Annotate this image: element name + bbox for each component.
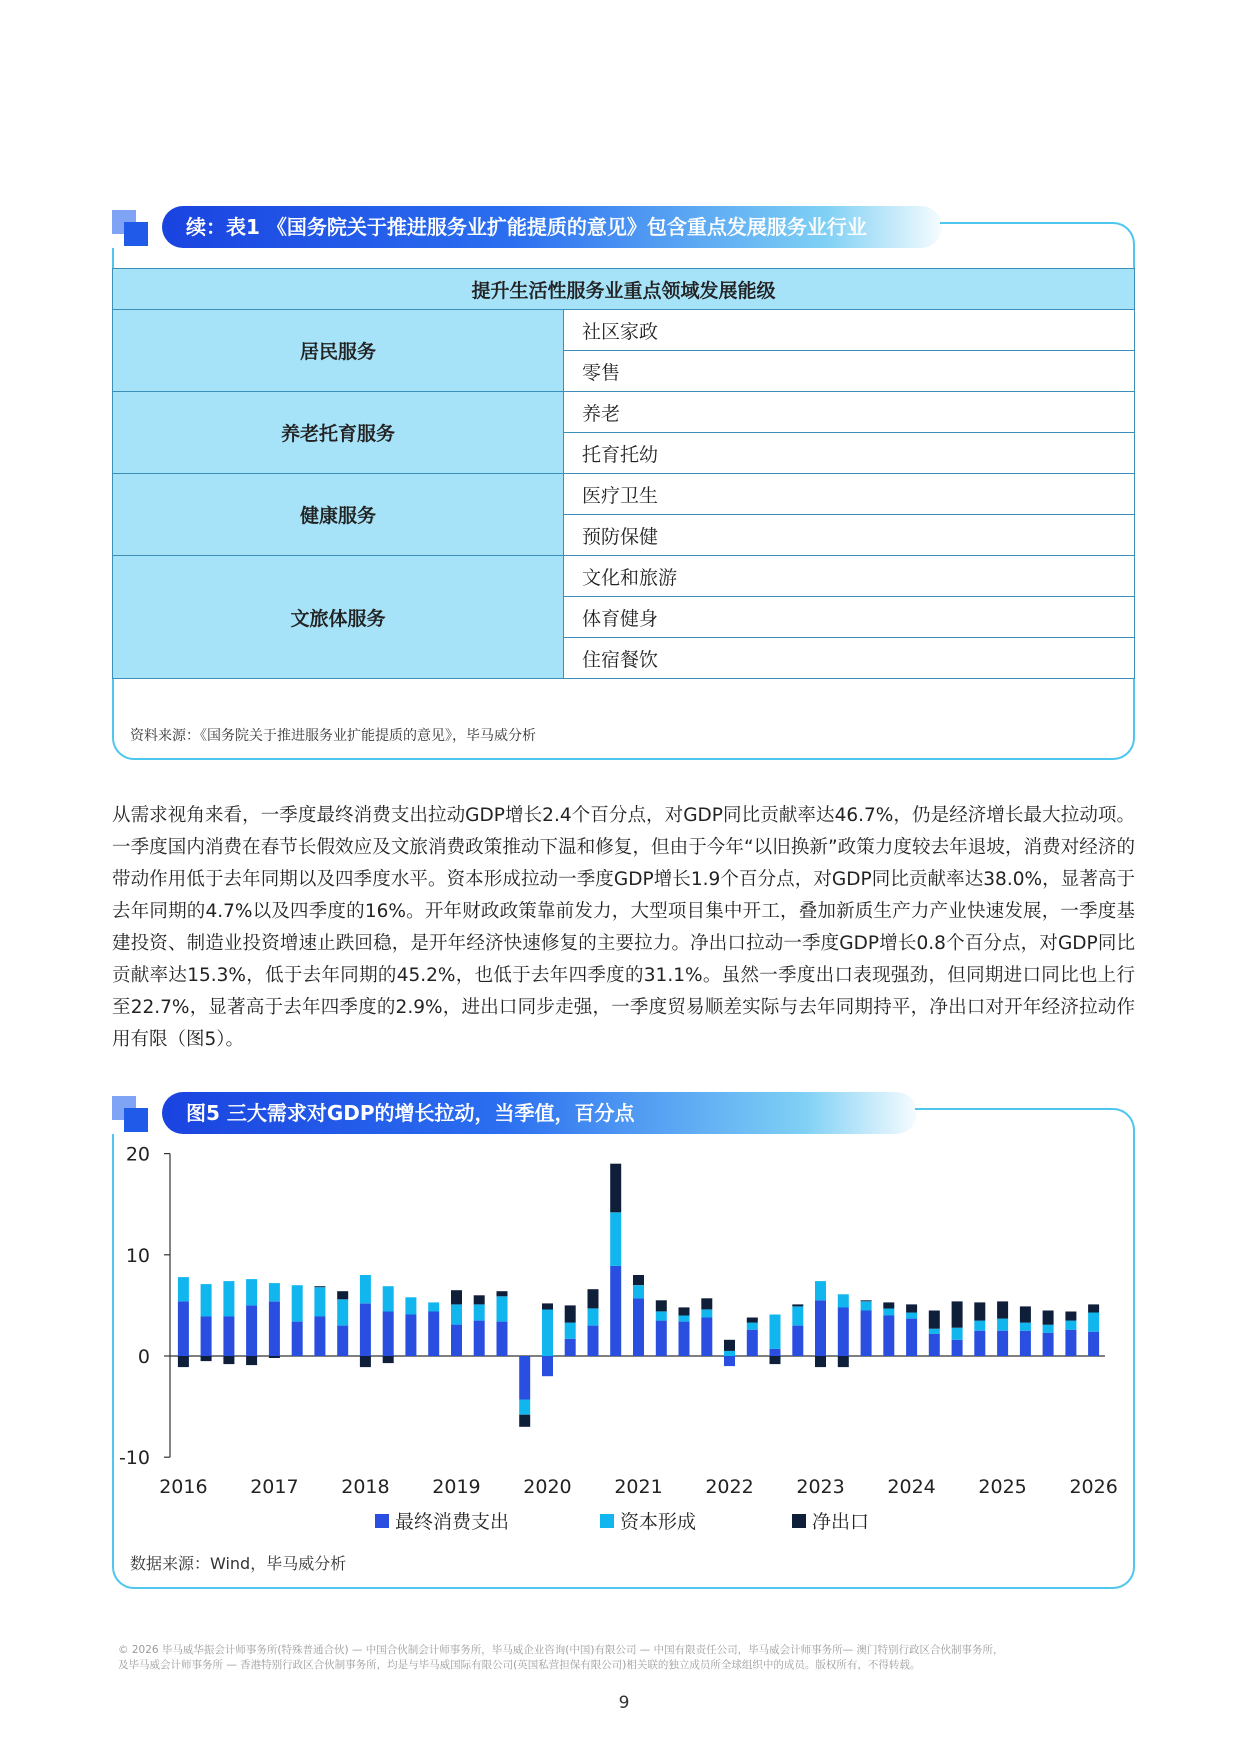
- chart-source: 数据来源：Wind，毕马威分析: [130, 1554, 347, 1573]
- x-tick-label: 2018: [341, 1476, 390, 1498]
- table-item-cell: 零售: [564, 351, 1135, 392]
- table-section-title: 续：表1 《国务院关于推进服务业扩能提质的意见》包含重点发展服务业行业: [162, 206, 942, 248]
- services-table: [112, 268, 1135, 679]
- y-tick-label: 0: [137, 1346, 150, 1368]
- body-paragraph: 从需求视角来看，一季度最终消费支出拉动GDP增长2.4个百分点，对GDP同比贡献率达46.7%，仍是经济增长最大拉动项。一季度国内消费在春节长假效应及文旅消费政策推动下温和修复，但由于今年“以旧换新”政策力度较去年退坡，消费对经济的带动作用低于去年同期以及四季度水平。资本形成拉动一季度GDP增长1.9个百分点，对GDP同比贡献率达38.0%，显著高于去年同期的4.7%以及四季度的16%。开年财政政策靠前发力，大型项目集中开工，叠加新质生产力产业快速发展，一季度基建投资、制造业投资增速止跌回稳，是开年经济快速修复的主要拉力。净出口拉动一季度GDP增长0.8个百分点，对GDP同比贡献率达15.3%，低于去年同期的45.2%，也低于去年四季度的31.1%。虽然一季度出口表现强劲，但同期进口同比也上行至22.7%，显著高于去年四季度的2.9%，进出口同步走强，一季度贸易顺差实际与去年同期持平，净出口对开年经济拉动作用有限（图5）。: [112, 805, 1135, 1050]
- table-item-cell: 养老: [564, 392, 1135, 433]
- table-row: [113, 556, 1135, 597]
- table-item-cell: 托育托幼: [564, 433, 1135, 474]
- footer-line-1: © 2026 毕马威华振会计师事务所(特殊普通合伙) — 中国合伙制会计师事务所，毕马威企业咨询(中国)有限公司 — 中国有限责任公司，毕马威会计师事务所— 澳门特别行政区合伙制事务所，: [118, 1644, 1004, 1656]
- x-tick-label: 2019: [432, 1476, 481, 1498]
- table-category-cell: 文旅体服务: [113, 556, 564, 679]
- x-tick-label: 2017: [250, 1476, 299, 1498]
- table-row: [113, 310, 1135, 351]
- table-source: 资料来源：《国务院关于推进服务业扩能提质的意见》，毕马威分析: [130, 728, 536, 744]
- footer-copyright: [118, 1643, 1130, 1673]
- table-item-cell: 预防保健: [564, 515, 1135, 556]
- section-icon: [112, 1096, 148, 1132]
- table-item-cell: 医疗卫生: [564, 474, 1135, 515]
- legend-label: 最终消费支出: [395, 1511, 510, 1533]
- table-header: 提升生活性服务业重点领域发展能级: [113, 269, 1135, 310]
- table-item-cell: 住宿餐饮: [564, 638, 1135, 679]
- legend-label: 资本形成: [620, 1511, 697, 1533]
- section-icon: [112, 210, 148, 246]
- footer-line-2: 及毕马威会计师事务所 — 香港特别行政区合伙制事务所，均是与毕马威国际有限公司(英国私营担保有限公司)相关联的独立成员所全球组织中的成员。版权所有，不得转载。: [118, 1659, 921, 1671]
- y-tick-label: -10: [118, 1447, 150, 1470]
- x-tick-label: 2021: [614, 1476, 663, 1498]
- legend-label: 净出口: [812, 1511, 870, 1533]
- table-item-cell: 社区家政: [564, 310, 1135, 351]
- chart-section-title: 图5 三大需求对GDP的增长拉动，当季值，百分点: [162, 1092, 917, 1134]
- x-tick-label: 2020: [523, 1476, 572, 1498]
- page-number: 9: [618, 1693, 630, 1713]
- table-category-cell: 居民服务: [113, 310, 564, 392]
- x-tick-label: 2023: [796, 1476, 845, 1498]
- chart-frame-top-right: [915, 1108, 1135, 1188]
- table-item-cell: 文化和旅游: [564, 556, 1135, 597]
- table-category-cell: 养老托育服务: [113, 392, 564, 474]
- y-tick-label: 10: [125, 1244, 150, 1267]
- x-tick-label: 2024: [887, 1476, 936, 1498]
- y-tick-label: 20: [125, 1143, 150, 1166]
- x-tick-label: 2016: [159, 1476, 208, 1498]
- table-row: [113, 392, 1135, 433]
- x-tick-label: 2025: [978, 1476, 1027, 1498]
- x-tick-label: 2026: [1069, 1476, 1118, 1498]
- chart-frame: [112, 1134, 1135, 1589]
- x-tick-label: 2022: [705, 1476, 754, 1498]
- table-item-cell: 体育健身: [564, 597, 1135, 638]
- table-category-cell: 健康服务: [113, 474, 564, 556]
- table-row: [113, 474, 1135, 515]
